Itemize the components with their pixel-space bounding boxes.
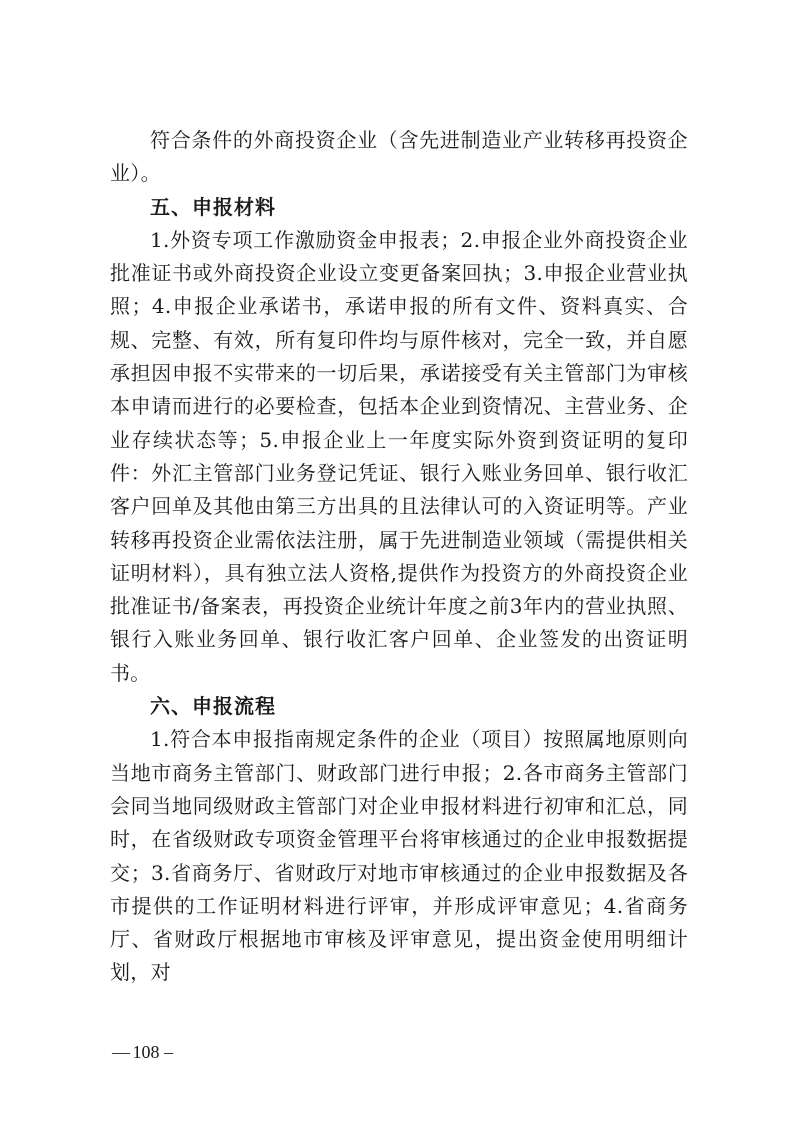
footer-dash-left: —: [112, 1042, 128, 1062]
document-body: [110, 124, 688, 990]
section-paragraph-application-process: 1.符合本申报指南规定条件的企业（项目）按照属地原则向当地市商务主管部门、财政部门进行申报；2.各市商务主管部门会同当地同级财政主管部门对企业申报材料进行初审和汇总，同时，在省级财政专项资金管理平台将审核通过的企业申报数据提交；3.省商务厅、省财政厅对地市审核通过的企业申报数据及各市提供的工作证明材料进行评审，并形成评审意见；4.省商务厅、省财政厅根据地市审核及评审意见，提出资金使用明细计划，对: [110, 727, 689, 985]
section-heading-application-process: 六、申报流程: [150, 694, 276, 719]
section-heading-application-materials: 五、申报材料: [150, 194, 276, 219]
footer-dash-right: –: [164, 1042, 173, 1062]
page-footer: [112, 1040, 173, 1064]
section-paragraph-application-materials: 1.外资专项工作激励资金申报表；2.申报企业外商投资企业批准证书或外商投资企业设立变更备案回执；3.申报企业营业执照；4.申报企业承诺书，承诺申报的所有文件、资料真实、合规、完整、有效，所有复印件均与原件核对，完全一致，并自愿承担因申报不实带来的一切后果，承诺接受有关主管部门为审核本申请而进行的必要检查，包括本企业到资情况、主营业务、企业存续状态等；5.申报企业上一年度实际外资到资证明的复印件：外汇主管部门业务登记凭证、银行入账业务回单、银行收汇客户回单及其他由第三方出具的且法律认可的入资证明等。产业转移再投资企业需依法注册，属于先进制造业领域（需提供相关证明材料），具有独立法人资格,提供作为投资方的外商投资企业批准证书/备案表，再投资企业统计年度之前3年内的营业执照、银行入账业务回单、银行收汇客户回单、企业签发的出资证明书。: [110, 227, 688, 685]
intro-paragraph: 符合条件的外商投资企业（含先进制造业产业转移再投资企业）。: [110, 128, 688, 186]
page-number: 108: [132, 1042, 160, 1062]
